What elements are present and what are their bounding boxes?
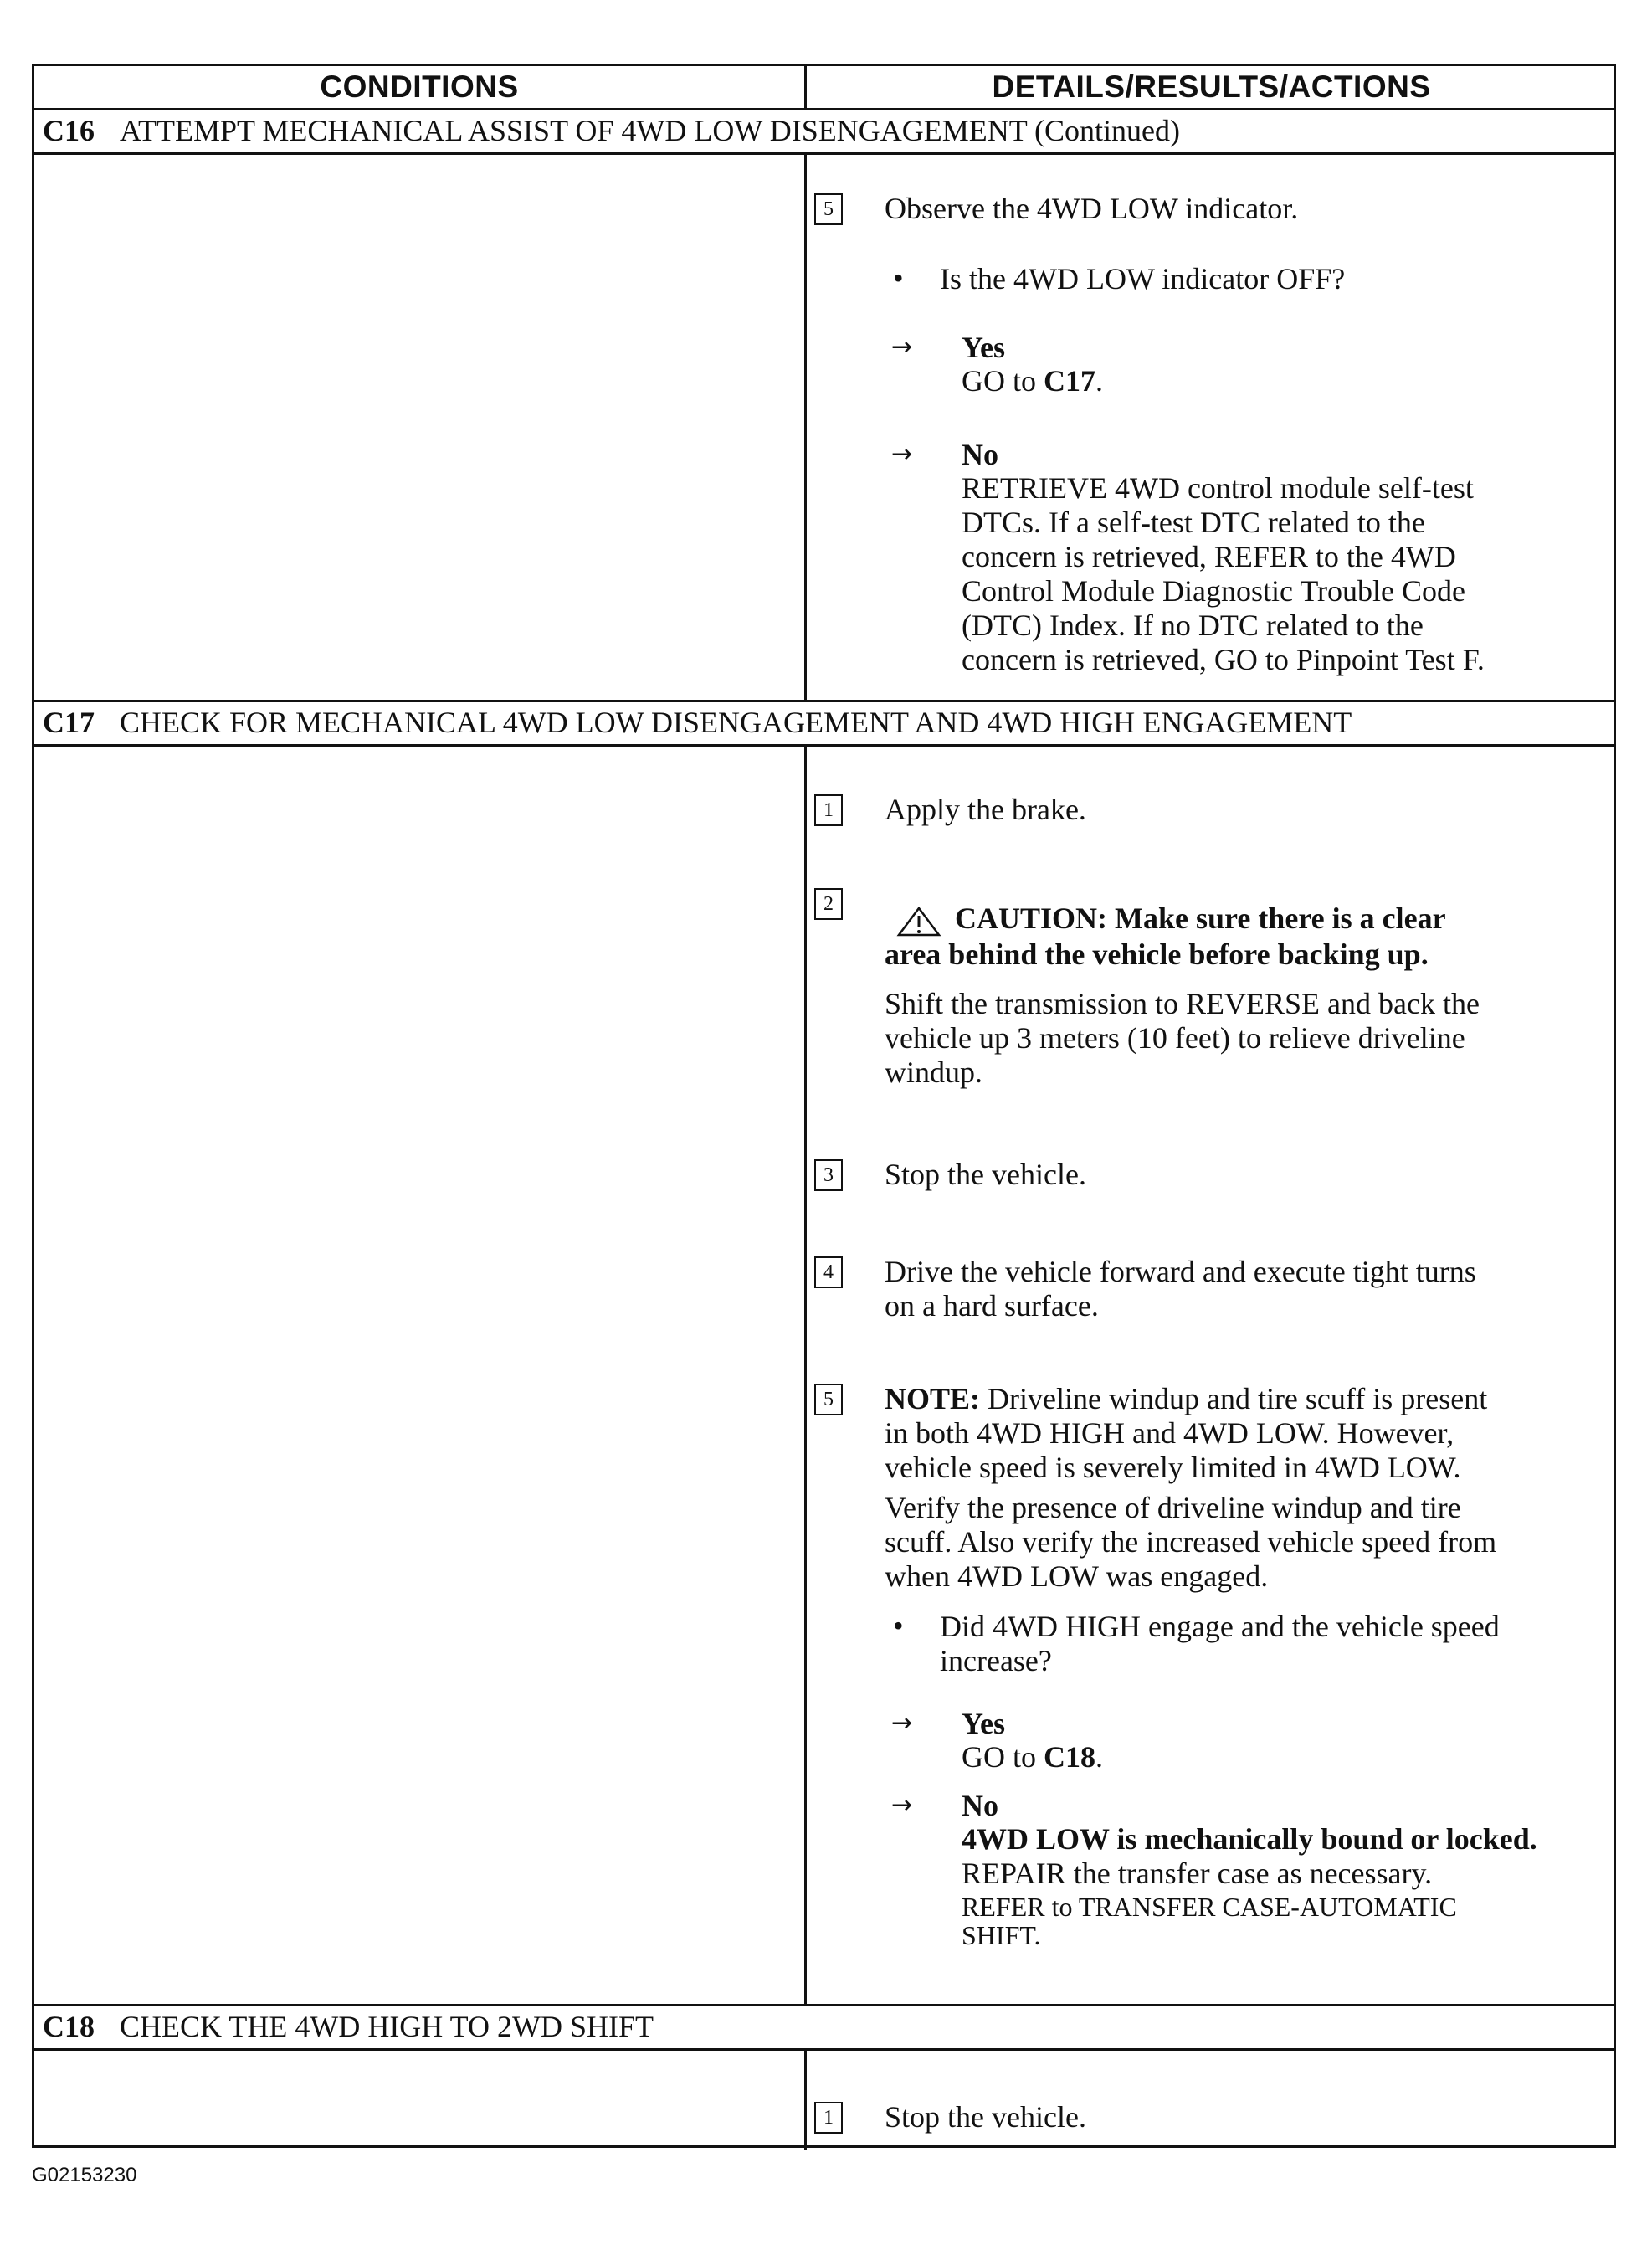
rule — [34, 2048, 1614, 2051]
arrow-right-icon: → — [891, 439, 913, 469]
arrow-right-icon: → — [891, 1708, 913, 1738]
verify-text: Verify the presence of driveline windup and tire scuff. Also verify the increased vehicle speed from when 4WD LOW was engaged. — [885, 1491, 1497, 1593]
caution-text: CAUTION: Make sure there is a clear area behind the vehicle before backing up. — [885, 901, 1446, 971]
step-text: Apply the brake. — [885, 793, 1086, 826]
header-details: DETAILS/RESULTS/ACTIONS — [992, 69, 1431, 104]
yes-action: GO to C17. — [962, 364, 1103, 398]
yes-action: GO to C18. — [962, 1740, 1103, 1774]
section-title-c16: C16 ATTEMPT MECHANICAL ASSIST OF 4WD LOW DISENGAGEMENT (Continued) — [43, 114, 1181, 147]
note-text: NOTE: Driveline windup and tire scuff is present in both 4WD HIGH and 4WD LOW. However, vehicle speed is severely limited in 4WD LOW. — [885, 1382, 1488, 1484]
column-divider — [804, 152, 807, 702]
rule — [34, 744, 1614, 747]
no-action: 4WD LOW is mechanically bound or locked. REPAIR the transfer case as necessary. — [962, 1822, 1537, 1890]
column-divider — [804, 744, 807, 2006]
section-title-c17: C17 CHECK FOR MECHANICAL 4WD LOW DISENGAGEMENT AND 4WD HIGH ENGAGEMENT — [43, 706, 1352, 739]
step-text: Stop the vehicle. — [885, 1158, 1086, 1191]
yes-label: Yes — [962, 331, 1005, 364]
step-text: Drive the vehicle forward and execute tight turns on a hard surface. — [885, 1255, 1476, 1323]
step-number: 5 — [814, 1384, 843, 1415]
no-label: No — [962, 438, 998, 471]
column-divider — [804, 2048, 807, 2150]
step-body: Shift the transmission to REVERSE and back the vehicle up 3 meters (10 feet) to relieve driveline windup. — [885, 987, 1480, 1089]
diagnostic-table — [32, 64, 1616, 2148]
step-number: 5 — [814, 193, 843, 225]
warning-triangle-icon — [896, 906, 941, 937]
step-number: 4 — [814, 1256, 843, 1288]
question-text: Is the 4WD LOW indicator OFF? — [940, 262, 1346, 295]
step-text: Observe the 4WD LOW indicator. — [885, 192, 1299, 225]
no-label: No — [962, 1789, 998, 1822]
figure-code: G02153230 — [32, 2164, 137, 2186]
yes-label: Yes — [962, 1707, 1005, 1740]
bullet: • — [893, 1609, 904, 1642]
arrow-right-icon: → — [891, 332, 913, 362]
refer-text: REFER to TRANSFER CASE-AUTOMATIC SHIFT. — [962, 1892, 1457, 1950]
bullet: • — [893, 261, 904, 295]
column-divider — [804, 66, 807, 110]
no-action: RETRIEVE 4WD control module self-test DTCs. If a self-test DTC related to the concern is retrieved, REFER to the 4WD Control Module Diagnostic Trouble Code (DTC) Index. If no DTC related to the concern is retrieved, GO to Pinpoint Test F. — [962, 471, 1485, 676]
step-number: 1 — [814, 794, 843, 826]
section-title-c18: C18 CHECK THE 4WD HIGH TO 2WD SHIFT — [43, 2010, 654, 2043]
step-number: 1 — [814, 2102, 843, 2134]
step-text: Stop the vehicle. — [885, 2100, 1086, 2134]
question-text: Did 4WD HIGH engage and the vehicle speed increase? — [940, 1610, 1500, 1677]
arrow-right-icon: → — [891, 1790, 913, 1820]
rule — [34, 152, 1614, 155]
step-number: 2 — [814, 888, 843, 920]
step-number: 3 — [814, 1159, 843, 1191]
header-conditions: CONDITIONS — [320, 69, 519, 104]
